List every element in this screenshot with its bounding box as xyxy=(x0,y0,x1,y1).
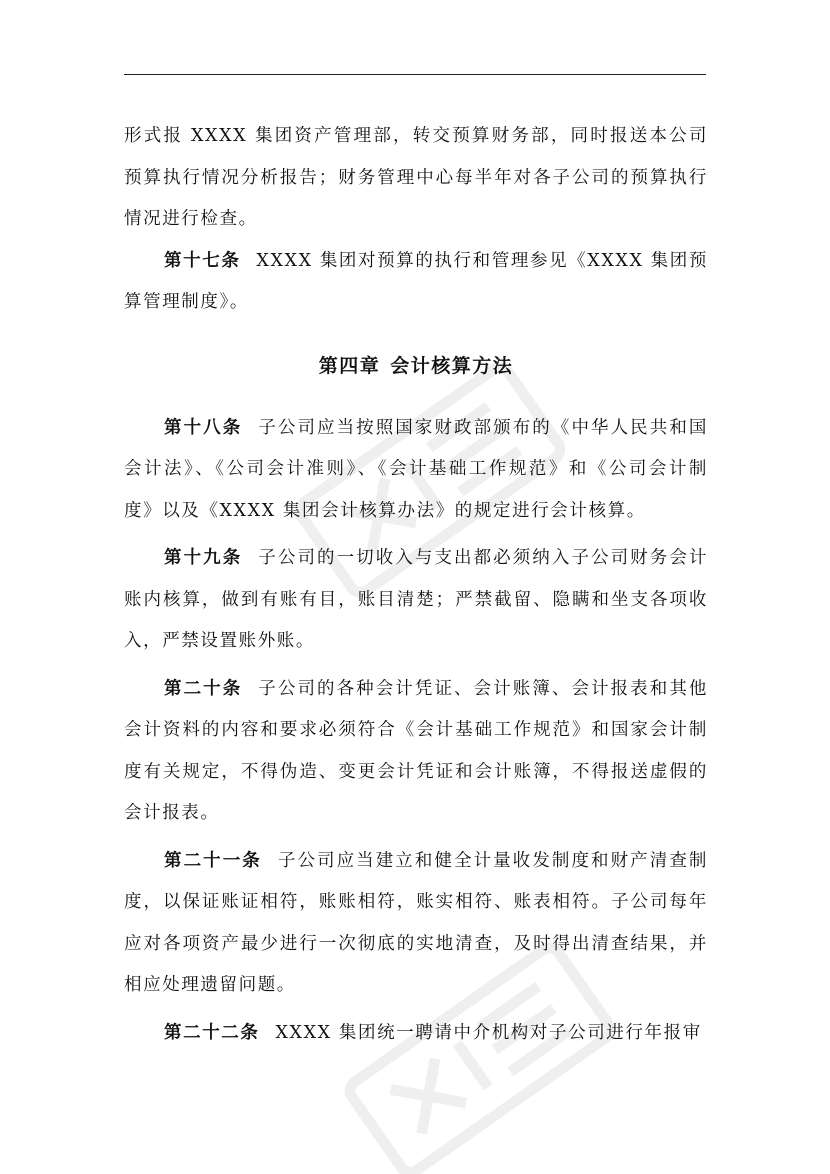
article-label: 第二十二条 xyxy=(164,1022,260,1043)
chapter-number: 第四章 xyxy=(318,354,381,377)
article-label: 第十八条 xyxy=(164,417,243,438)
article-20 xyxy=(124,669,708,835)
article-label: 第二十一条 xyxy=(164,850,262,871)
article-text: XXXX 集团对预算的执行和管理参见《XXXX 集团预算管理制度》。 xyxy=(124,250,708,312)
article-text: 子公司应当建立和健全计量收发制度和财产清查制度，以保证账证相符，账账相符，账实相符、账表相符。子公司每年应对各项资产最少进行一次彻底的实地清查，及时得出清查结果，并相应处理遗留问题。 xyxy=(124,850,709,995)
document-body xyxy=(124,116,708,1054)
article-text: 子公司的各种会计凭证、会计账簿、会计报表和其他会计资料的内容和要求必须符合《会计基础工作规范》和国家会计制度有关规定，不得伪造、变更会计凭证和会计账簿，不得报送虚假的会计报表。 xyxy=(124,678,708,823)
article-17 xyxy=(124,241,708,324)
header-rule xyxy=(124,74,706,75)
article-21 xyxy=(124,841,708,1007)
article-text: 子公司的一切收入与支出都必须纳入子公司财务会计账内核算，做到有账有目，账目清楚；严禁截留、隐瞒和坐支各项收入，严禁设置账外账。 xyxy=(124,548,708,651)
article-label: 第十七条 xyxy=(164,250,241,271)
chapter-title: 会计核算方法 xyxy=(390,354,514,377)
article-label: 第十九条 xyxy=(164,548,243,568)
article-22 xyxy=(124,1013,708,1055)
chapter-heading xyxy=(124,346,708,386)
article-text: 子公司应当按照国家财政部颁布的《中华人民共和国会计法》、《公司会计准则》、《会计基础工作规范》和《公司会计制度》以及《XXXX 集团会计核算办法》的规定进行会计核算。 xyxy=(124,417,708,521)
article-label: 第二十条 xyxy=(164,678,243,699)
article-text: XXXX 集团统一聘请中介机构对子公司进行年报审 xyxy=(275,1022,702,1043)
continuation-paragraph: 形式报 XXXX 集团资产管理部，转交预算财务部，同时报送本公司预算执行情况分析报告；财务管理中心每半年对各子公司的预算执行情况进行检查。 xyxy=(124,126,708,229)
article-18 xyxy=(124,408,708,533)
article-19 xyxy=(124,538,708,663)
